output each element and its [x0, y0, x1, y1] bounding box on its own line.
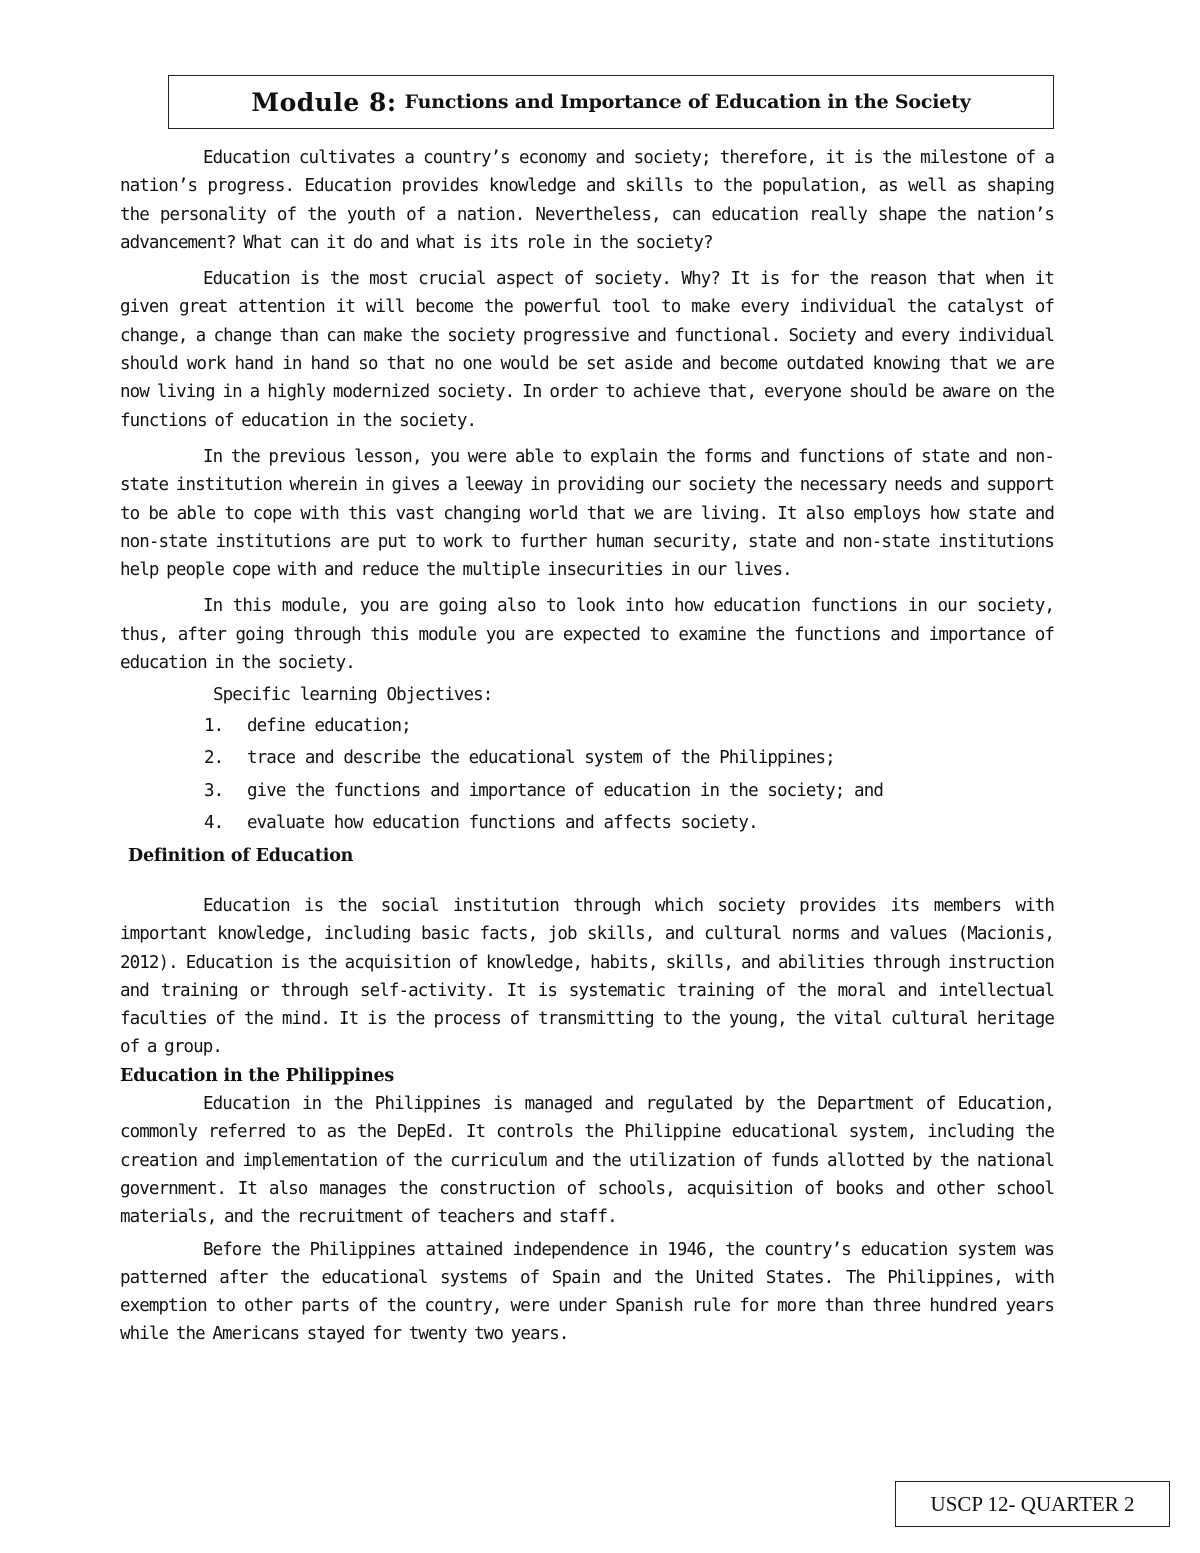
- intro-paragraph: Education cultivates a country’s economy and society; therefore, it is the milestone of a nation’s progress. Education provides knowledge and skills to the population, as well as shaping the personality of the youth of a nation. Nevertheless, can education really shape the nation’s advancement? What can it do and what is its role in the society?: [120, 148, 1054, 253]
- list-item: [204, 710, 1054, 743]
- intro-paragraph: Education is the most crucial aspect of society. Why? It is for the reason that when it given great attention it will become the powerful tool to make every individual the catalyst of change, a change than can make the society progressive and functional. Society and every individual should work hand in hand so that no one would be set aside and become outdated knowing that we are now living in a highly modernized society. In order to achieve that, everyone should be aware on the functions of education in the society.: [120, 269, 1054, 431]
- intro-paragraph: In the previous lesson, you were able to explain the forms and functions of state and non-state institution wherein in gives a leeway in providing our society the necessary needs and support to be able to cope with this vast changing world that we are living. It also employs how state and non-state institutions are put to work to further human security, state and non-state institutions help people cope with and reduce the multiple insecurities in our lives.: [120, 446, 1054, 581]
- definition-paragraph: Education is the social institution through which society provides its members with important knowledge, including basic facts, job skills, and cultural norms and values (Macionis, 2012). Education is the acquisition of knowledge, habits, skills, and abilities through instruction and training or through self-activity. It is systematic training of the moral and intellectual faculties of the mind. It is the process of transmitting to the young, the vital cultural heritage of a group.: [120, 895, 1054, 1058]
- philippines-paragraph: Before the Philippines attained independence in 1946, the country’s education system was patterned after the educational systems of Spain and the United States. The Philippines, with exemption to other parts of the country, were under Spanish rule for more than three hundred years while the Americans stayed for twenty two years.: [120, 1239, 1054, 1345]
- footer-label: USCP 12- QUARTER 2: [930, 1491, 1135, 1516]
- list-number: 4.: [204, 813, 224, 834]
- list-item: [204, 807, 1054, 840]
- footer-label-box: [895, 1481, 1170, 1527]
- objectives-list: [120, 710, 1054, 840]
- module-subtitle: Functions and Importance of Education in the Society: [404, 91, 971, 113]
- definition-heading: Definition of Education: [128, 845, 354, 866]
- list-item: [204, 742, 1054, 775]
- document-body: [120, 144, 1054, 1357]
- list-text: give the functions and importance of education in the society; and: [247, 780, 883, 801]
- philippines-heading: Education in the Philippines: [120, 1065, 395, 1086]
- list-number: 3.: [204, 780, 224, 801]
- list-text: evaluate how education functions and affects society.: [247, 813, 758, 834]
- philippines-paragraph: Education in the Philippines is managed and regulated by the Department of Education, commonly referred to as the DepEd. It controls the Philippine educational system, including the creation and implementation of the curriculum and the utilization of funds allotted by the national government. It also manages the construction of schools, acquisition of books and other school materials, and the recruitment of teachers and staff.: [120, 1094, 1054, 1228]
- list-text: trace and describe the educational system of the Philippines;: [247, 748, 835, 769]
- module-title-box: [168, 75, 1054, 129]
- list-item: [204, 775, 1054, 808]
- list-text: define education;: [247, 715, 411, 736]
- list-number: 1.: [204, 715, 224, 736]
- intro-paragraph: In this module, you are going also to look into how education functions in our society, thus, after going through this module you are expected to examine the functions and importance of education in the society.: [120, 596, 1054, 674]
- objectives-heading: Specific learning Objectives:: [213, 685, 493, 706]
- list-number: 2.: [204, 748, 224, 769]
- module-number: Module 8:: [251, 87, 397, 117]
